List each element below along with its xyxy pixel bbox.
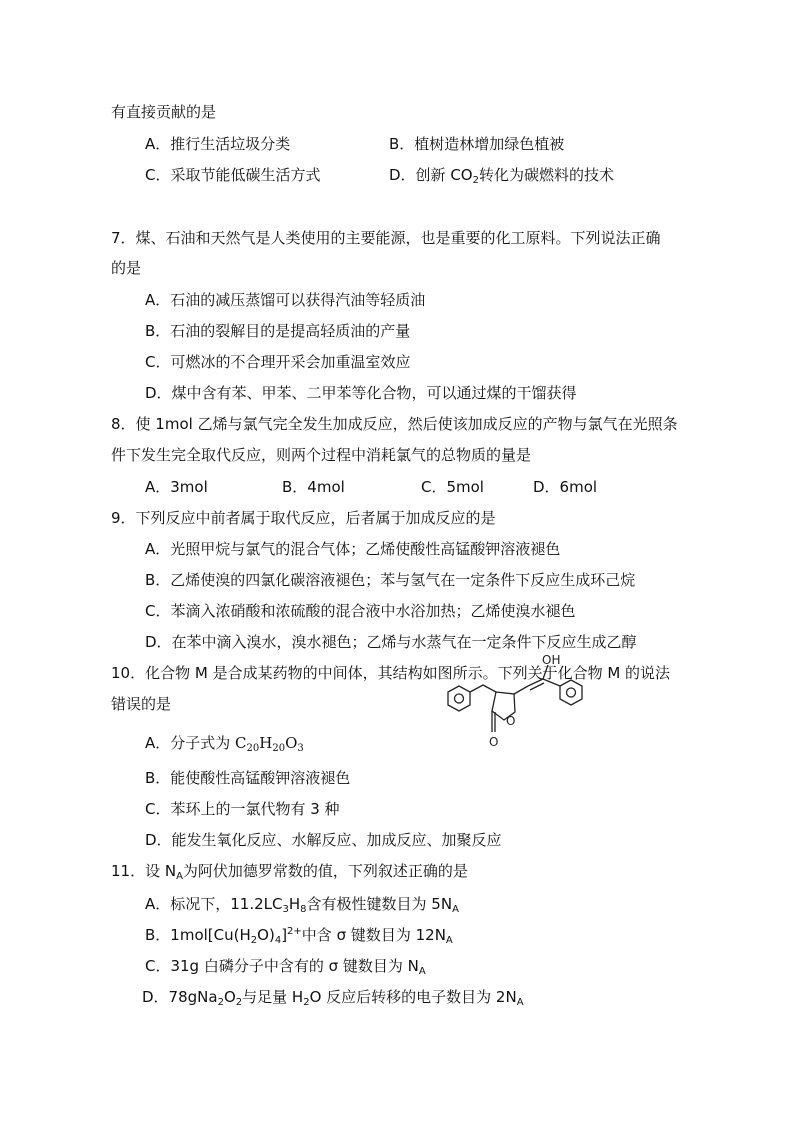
q11-b-mid: O)	[257, 926, 275, 944]
q11-a-sub3: A	[452, 904, 459, 915]
q6-d-post: 转化为碳燃料的技术	[478, 166, 614, 184]
q6-d-sub: 2	[472, 175, 479, 186]
hydroxyl-label: OH	[542, 653, 561, 667]
q8-option-d: D．6mol	[533, 478, 598, 496]
q9-option-b: B．乙烯使溴的四氯化碳溶液褪色；苯与氢气在一定条件下反应生成环己烷	[145, 571, 636, 589]
q10-option-d: D．能发生氧化反应、水解反应、加成反应、加聚反应	[145, 831, 502, 849]
q10-option-a	[145, 733, 304, 753]
q7-option-a: A．石油的减压蒸馏可以获得汽油等轻质油	[145, 291, 426, 309]
q8-stem-line1: 8．使 1mol 乙烯与氯气完全发生加成反应，然后使该加成反应的产物与氯气在光照条	[111, 415, 678, 433]
ch2-bond	[470, 685, 496, 692]
q11-stem-pre: 11．设 N	[111, 862, 177, 880]
q7-stem-line1: 7．煤、石油和天然气是人类使用的主要能源，也是重要的化工原料。下列说法正确	[111, 229, 661, 247]
q7-option-d: D．煤中含有苯、甲苯、二甲苯等化合物，可以通过煤的干馏获得	[145, 384, 577, 402]
q6-stem-tail: 有直接贡献的是	[111, 103, 217, 121]
q10-a-formula	[235, 734, 304, 752]
q11-d-sub2: 2	[235, 997, 243, 1008]
q6-option-c: C．采取节能低碳生活方式	[145, 166, 321, 184]
q11-stem-sub: A	[176, 871, 183, 882]
q8-stem-line2: 件下发生完全取代反应，则两个过程中消耗氯气的总物质的量是	[111, 446, 532, 464]
q6-option-d	[389, 165, 614, 185]
q11-option-d	[142, 987, 524, 1007]
q6-option-b: B．植树造林增加绿色植被	[389, 135, 565, 153]
q11-d-sub1: 2	[217, 997, 224, 1008]
q9-option-c: C．苯滴入浓硝酸和浓硫酸的混合液中水浴加热；乙烯使溴水褪色	[145, 602, 576, 620]
q10-formula-h: H	[259, 734, 273, 752]
q11-d-post: O 反应后转移的电子数目为 2N	[309, 988, 517, 1006]
q10-option-b: B．能使酸性高锰酸钾溶液褪色	[145, 769, 351, 787]
q6-d-pre: D．创新 CO	[389, 166, 473, 184]
q11-b-pre: B．1mol[Cu(H	[145, 926, 251, 944]
q10-formula-o: O	[285, 734, 298, 752]
q11-b-mid2: ]	[281, 926, 288, 944]
q9-stem: 9．下列反应中前者属于取代反应，后者属于加成反应的是	[111, 509, 496, 527]
q8-option-b: B．4mol	[282, 478, 345, 496]
q8-option-a: A．3mol	[145, 478, 208, 496]
q10-formula-c-sub: 20	[246, 743, 260, 754]
q11-stem	[111, 861, 468, 881]
q11-option-a	[145, 894, 459, 914]
q8-option-c: C．5mol	[421, 478, 484, 496]
q6-option-a: A．推行生活垃圾分类	[145, 135, 291, 153]
q11-d-mid2: 与足量 H	[242, 988, 304, 1006]
q11-option-c	[145, 956, 426, 976]
q11-d-mid: O	[223, 988, 236, 1006]
q7-option-b: B．石油的裂解目的是提高轻质油的产量	[145, 322, 411, 340]
benzene-ring-right-inner	[567, 688, 576, 697]
q10-stem-line1: 10．化合物 M 是合成某药物的中间体，其结构如图所示。下列关于化合物 M 的说法	[111, 664, 671, 682]
q11-a-mid: H	[288, 895, 301, 913]
q11-d-pre: D．78gNa	[142, 988, 218, 1006]
q11-b-sub1: 2	[250, 935, 258, 946]
benzene-ring-right	[560, 680, 582, 705]
q11-b-sup: 2+	[287, 926, 302, 937]
q11-c-pre: C．31g 白磷分子中含有的 σ 键数目为 N	[145, 957, 419, 975]
side-chain-bond	[514, 686, 528, 694]
q10-a-pre: A．分子式为	[145, 734, 236, 752]
q11-option-b	[145, 925, 453, 945]
q11-b-sub2: 4	[274, 935, 282, 946]
benzene-ring-left	[448, 686, 470, 711]
q11-b-post: 中含 σ 键数目为 12N	[301, 926, 446, 944]
q7-option-c: C．可燃冰的不合理开采会加重温室效应	[145, 353, 411, 371]
q11-b-sub3: A	[445, 935, 453, 946]
q11-c-sub: A	[418, 966, 426, 977]
q11-a-post: 含有极性键数目为 5N	[306, 895, 453, 913]
q11-a-pre: A．标况下，11.2LC	[145, 895, 283, 913]
compound-m-structure	[438, 652, 618, 752]
q11-a-sub1: 3	[282, 904, 289, 915]
carbonyl-oxygen: O	[489, 735, 499, 749]
q10-stem-line2: 错误的是	[111, 695, 172, 713]
q11-a-sub2: 8	[300, 904, 307, 915]
q10-formula-h-sub: 20	[272, 743, 286, 754]
oh-bond	[543, 665, 548, 679]
q10-option-c: C．苯环上的一氯代物有 3 种	[145, 800, 340, 818]
q10-formula-c: C	[235, 734, 247, 752]
q9-option-a: A．光照甲烷与氯气的混合气体；乙烯使酸性高锰酸钾溶液褪色	[145, 540, 561, 558]
ring-link-bond	[543, 679, 560, 686]
q11-d-sub3: 2	[303, 997, 310, 1008]
benzene-ring-left-inner	[455, 694, 464, 703]
q9-option-d: D．在苯中滴入溴水，溴水褪色；乙烯与水蒸气在一定条件下反应生成乙醇	[145, 633, 637, 651]
q10-formula-o-sub: 3	[297, 743, 304, 754]
q11-d-sub4: A	[516, 997, 524, 1008]
q11-stem-post: 为阿伏加德罗常数的值，下列叙述正确的是	[182, 862, 468, 880]
q7-stem-line2: 的是	[111, 259, 142, 277]
lactone-ring-oxygen: O	[506, 714, 516, 728]
